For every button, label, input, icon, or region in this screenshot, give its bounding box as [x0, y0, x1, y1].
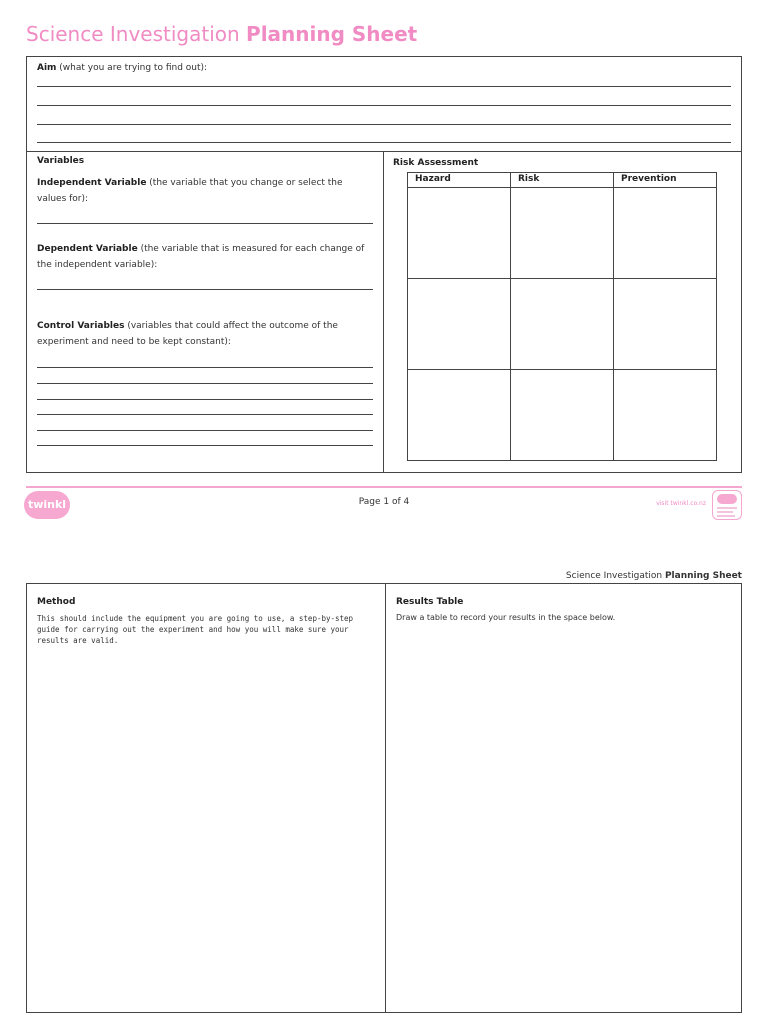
control-hint: (variables that could affect the outcome of the experiment and need to be kept constant):	[37, 321, 338, 347]
control-line-6[interactable]	[37, 445, 373, 446]
aim-line-3[interactable]	[37, 124, 731, 125]
results-heading: Results Table	[396, 597, 464, 607]
risk-cell[interactable]	[512, 371, 612, 459]
control-line-1[interactable]	[37, 367, 373, 368]
aim-box	[26, 56, 742, 152]
risk-col-rule-2	[613, 173, 614, 460]
title-normal: Science Investigation	[26, 22, 240, 46]
independent-line[interactable]	[37, 223, 373, 224]
risk-cell[interactable]	[409, 189, 509, 277]
control-variables-prompt	[37, 318, 357, 350]
dependent-line[interactable]	[37, 289, 373, 290]
aim-label: Aim	[37, 63, 57, 73]
method-results-divider	[385, 584, 386, 1012]
method-description: This should include the equipment you are going to use, a step-by-step guide for carrying out the experiment and how you will make sure your results are valid.	[37, 614, 354, 645]
results-drawing-area[interactable]	[391, 632, 737, 1006]
dependent-variable-prompt	[37, 241, 372, 273]
dependent-hint: (the variable that is measured for each change of the independent variable):	[37, 244, 365, 270]
risk-table	[407, 172, 717, 461]
risk-header-rule	[408, 187, 716, 188]
running-title-bold: Planning Sheet	[664, 571, 742, 581]
method-writing-area[interactable]	[31, 654, 381, 1006]
control-label: Control Variables	[37, 321, 125, 331]
risk-cell[interactable]	[615, 189, 715, 277]
control-line-4[interactable]	[37, 414, 373, 415]
page-number: Page 1 of 4	[358, 497, 410, 507]
independent-label: Independent Variable	[37, 178, 147, 188]
aim-hint: (what you are trying to find out):	[56, 63, 208, 73]
hazard-column-header: Hazard	[415, 174, 451, 184]
method-results-box	[26, 583, 742, 1013]
risk-column-header: Risk	[518, 174, 540, 184]
aim-line-4[interactable]	[37, 142, 731, 143]
variables-heading: Variables	[37, 156, 85, 166]
risk-heading: Risk Assessment	[393, 158, 479, 168]
variables-risk-box	[26, 151, 742, 473]
results-description: Draw a table to record your results in the space below.	[396, 613, 616, 622]
twinkl-logo: twinkl	[24, 491, 70, 519]
independent-hint: (the variable that you change or select the values for):	[37, 178, 343, 204]
risk-cell[interactable]	[615, 371, 715, 459]
risk-cell[interactable]	[615, 280, 715, 368]
footer-rule	[26, 486, 742, 488]
risk-cell[interactable]	[512, 189, 612, 277]
risk-cell[interactable]	[409, 280, 509, 368]
quality-badge-icon	[712, 490, 742, 520]
prevention-column-header: Prevention	[621, 174, 677, 184]
aim-line-2[interactable]	[37, 105, 731, 106]
footer-url[interactable]: visit twinkl.co.nz	[656, 500, 706, 507]
aim-prompt	[37, 60, 207, 76]
independent-variable-prompt	[37, 175, 367, 207]
column-divider	[383, 152, 384, 472]
running-title-normal: Science Investigation	[565, 571, 665, 581]
risk-col-rule-1	[510, 173, 511, 460]
risk-row-rule-2	[408, 369, 716, 370]
risk-cell[interactable]	[512, 280, 612, 368]
control-line-5[interactable]	[37, 430, 373, 431]
page-title	[26, 22, 417, 46]
method-heading: Method	[37, 597, 76, 607]
control-line-2[interactable]	[37, 383, 373, 384]
risk-row-rule-1	[408, 278, 716, 279]
dependent-label: Dependent Variable	[37, 244, 138, 254]
control-line-3[interactable]	[37, 399, 373, 400]
running-title	[500, 571, 742, 581]
risk-cell[interactable]	[409, 371, 509, 459]
title-bold: Planning Sheet	[246, 22, 418, 46]
aim-line-1[interactable]	[37, 86, 731, 87]
